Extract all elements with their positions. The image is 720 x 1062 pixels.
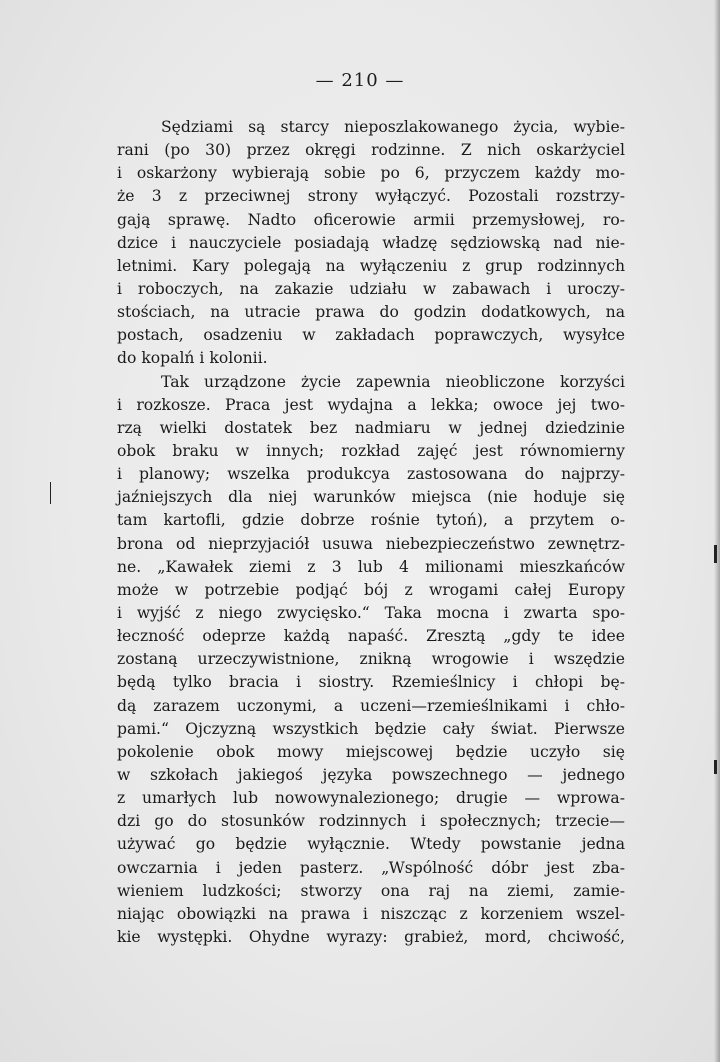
- text-line: łeczność odeprze każdą napaść. Zresztą „gdy te idee: [117, 627, 625, 646]
- text-line: tam kartofli, gdzie dobrze rośnie tytoń), a przytem o-: [117, 511, 625, 530]
- text-line: do kopalń i kolonii.: [117, 349, 268, 368]
- text-line: i planowy; wszelka produkcya zastosowana do najprzy-: [117, 465, 625, 484]
- text-line: letnimi. Kary polegają na wyłączeniu z grup rodzinnych: [117, 256, 625, 275]
- text-line: Tak urządzone życie zapewnia nieobliczone korzyści: [161, 372, 625, 391]
- page-number: — 210 —: [315, 70, 405, 91]
- text-line: niając obowiązki na prawa i niszcząc z korzeniem wszel-: [117, 904, 625, 923]
- text-line: Sędziami są starcy nieposzlakowanego życia, wybie-: [161, 118, 625, 136]
- text-line: wieniem ludzkości; stworzy ona raj na ziemi, zamie-: [117, 881, 625, 900]
- text-line: pokolenie obok mowy miejscowej będzie uczyło się: [117, 742, 625, 761]
- text-line: kie występki. Ohydne wyrazy: grabież, mord, chciwość,: [117, 927, 625, 946]
- text-line: owczarnia i jeden pasterz. „Wspólność dóbr jest zba-: [117, 858, 625, 877]
- text-line: zostaną urzeczywistnione, znikną wrogowie i wszędzie: [117, 650, 625, 669]
- text-line: rani (po 30) przez okręgi rodzinne. Z nich oskarżyciel: [117, 141, 625, 160]
- text-line: i wyjść z niego zwycięsko.“ Taka mocna i zwarta spo-: [117, 603, 625, 622]
- text-line: używać go będzie wyłącznie. Wtedy powstanie jedna: [117, 835, 625, 854]
- text-line: i rozkosze. Praca jest wydajna a lekka; owoce jej two-: [117, 395, 625, 414]
- text-line: rzą wielki dostatek bez nadmiaru w jednej dziedzinie: [117, 418, 625, 437]
- text-line: że 3 z przeciwnej strony wyłączyć. Pozostali rozstrzy-: [117, 187, 625, 206]
- text-line: dzice i nauczyciele posiadają władzę sędziowską nad nie-: [117, 233, 625, 252]
- margin-mark-right-1: [714, 545, 717, 563]
- margin-mark-right-2: [714, 760, 717, 774]
- text-line: dą zarazem uczonymi, a uczeni—rzemieślnikami i chło-: [117, 696, 625, 715]
- text-line: jaźniejszych dla niej warunków miejsca (nie hoduje się: [117, 488, 625, 507]
- text-line: i roboczych, na zakazie udziału w zabawach i uroczy-: [117, 279, 625, 298]
- text-line: gają sprawę. Nadto oficerowie armii przemysłowej, ro-: [117, 210, 625, 229]
- text-line: stościach, na utracie prawa do godzin dodatkowych, na: [117, 303, 625, 322]
- text-line: pami.“ Ojczyzną wszystkich będzie cały świat. Pierwsze: [117, 719, 625, 738]
- text-line: będą tylko bracia i siostry. Rzemieślnicy i chłopi bę-: [117, 673, 625, 692]
- text-line: postach, osadzeniu w zakładach poprawczych, wysyłce: [117, 326, 625, 345]
- text-line: może w potrzebie podjąć bój z wrogami całej Europy: [117, 580, 625, 599]
- text-line: z umarłych lub nowowynalezionego; drugie — wprowa-: [117, 789, 625, 808]
- text-line: ne. „Kawałek ziemi z 3 lub 4 milionami mieszkańców: [117, 557, 625, 576]
- body-text: [117, 116, 625, 949]
- margin-mark-left: [50, 482, 51, 504]
- text-line: w szkołach jakiegoś języka powszechnego — jednego: [117, 765, 625, 784]
- page-edge-shadow: [714, 0, 720, 1062]
- text-line: dzi go do stosunków rodzinnych i społecznych; trzecie—: [117, 812, 625, 831]
- text-line: i oskarżony wybierają sobie po 6, przyczem każdy mo-: [117, 164, 625, 183]
- text-line: obok braku w innych; rozkład zajęć jest równomierny: [117, 441, 625, 460]
- text-line: brona od nieprzyjaciół usuwa niebezpieczeństwo zewnętrz-: [117, 534, 625, 553]
